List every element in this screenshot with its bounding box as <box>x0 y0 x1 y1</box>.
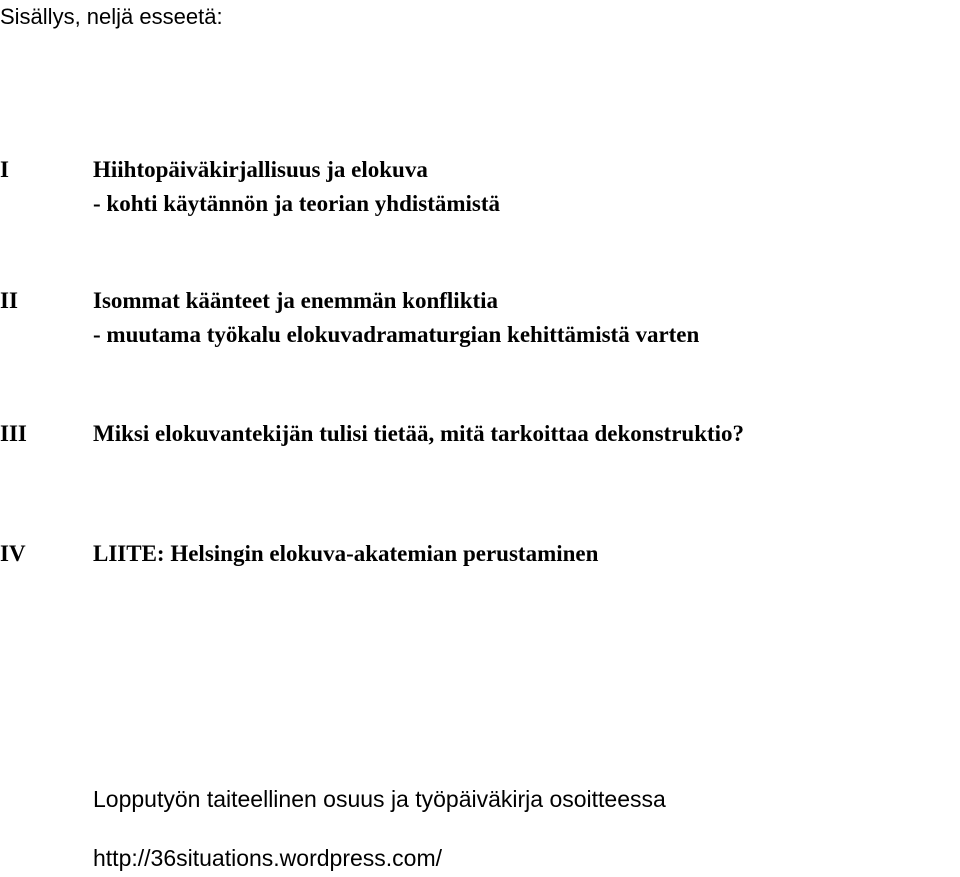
page-title: Sisällys, neljä esseetä: <box>0 4 223 29</box>
footer-url[interactable]: http://36situations.wordpress.com/ <box>93 845 442 871</box>
toc-numeral: I <box>0 157 9 182</box>
toc-entry-title: LIITE: Helsingin elokuva-akatemian perustaminen <box>93 541 599 566</box>
toc-entry-text <box>93 284 699 352</box>
toc-entry-subtitle: - kohti käytännön ja teorian yhdistämistä <box>93 191 501 216</box>
toc-entry-text <box>93 153 500 221</box>
toc-numeral: IV <box>0 541 26 566</box>
toc-entry-text <box>93 537 598 571</box>
toc-entry-text <box>93 417 744 451</box>
toc-entry-title: Miksi elokuvantekijän tulisi tietää, mitä tarkoittaa dekonstruktio? <box>93 421 745 446</box>
toc-entry-title: Isommat käänteet ja enemmän konfliktia <box>93 288 499 313</box>
toc-entry-subtitle: - muutama työkalu elokuvadramaturgian kehittämistä varten <box>93 322 700 347</box>
toc-entry-title: Hiihtopäiväkirjallisuus ja elokuva <box>93 157 428 182</box>
footer-note: Lopputyön taiteellinen osuus ja työpäiväkirja osoitteessa <box>93 786 666 812</box>
toc-numeral: III <box>0 421 27 446</box>
toc-numeral: II <box>0 288 18 313</box>
